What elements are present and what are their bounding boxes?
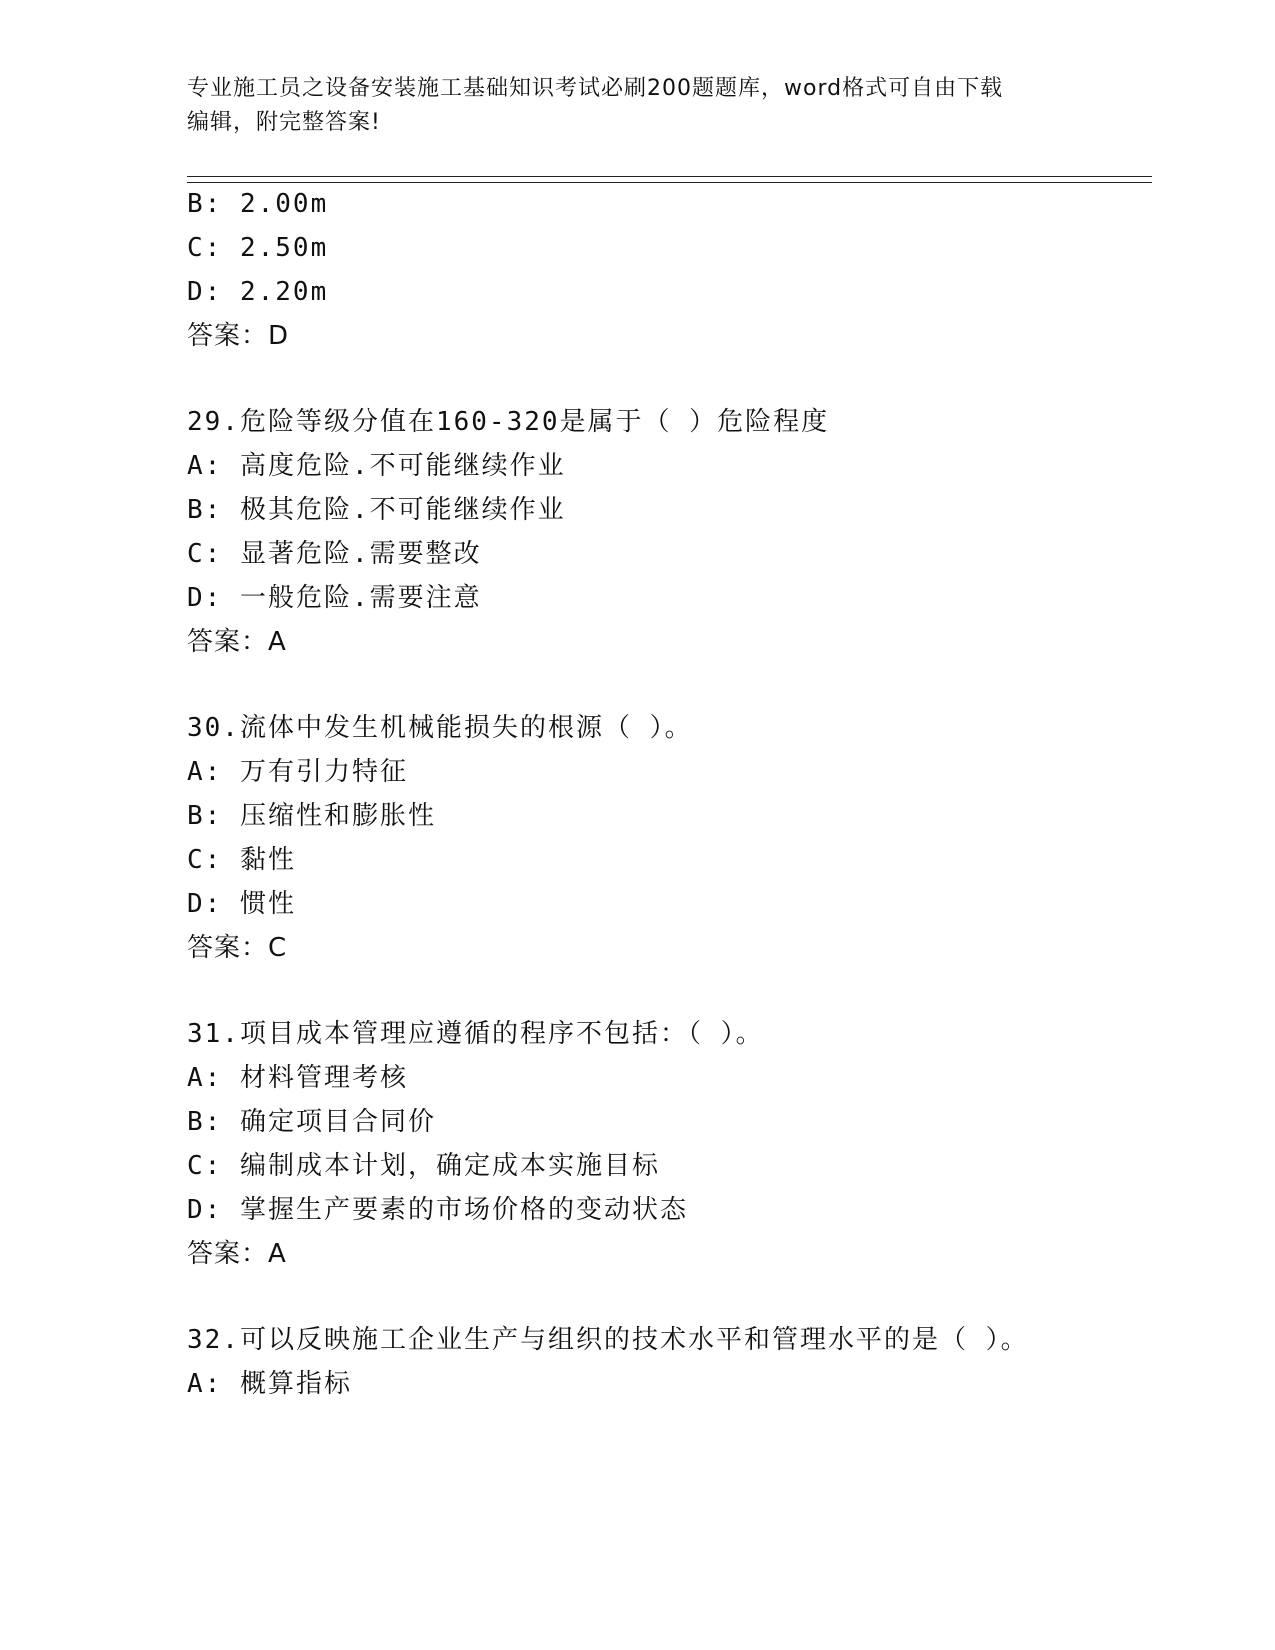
q29-option-a: A: 高度危险.不可能继续作业 [187, 451, 566, 481]
q30-option-d: D: 惯性 [187, 889, 296, 919]
q28-option-d: D: 2.20m [187, 277, 329, 307]
q32-option-a: A: 概算指标 [187, 1369, 352, 1399]
q30-option-c: C: 黏性 [187, 845, 296, 875]
q30-answer: 答案：C [187, 933, 288, 963]
header-title-line-1: 专业施工员之设备安装施工基础知识考试必刷200题题库，word格式可自由下载 [187, 76, 1004, 101]
q31-option-c: C: 编制成本计划，确定成本实施目标 [187, 1151, 660, 1181]
q30-question: 30.流体中发生机械能损失的根源（ ）。 [187, 713, 693, 743]
q31-option-a: A: 材料管理考核 [187, 1063, 408, 1093]
q28-answer: 答案：D [187, 321, 290, 351]
q28-option-c: C: 2.50m [187, 233, 329, 263]
q28-option-b: B: 2.00m [187, 189, 329, 219]
q30-option-a: A: 万有引力特征 [187, 757, 408, 787]
header-title-line-2: 编辑，附完整答案! [187, 110, 381, 135]
q31-question: 31.项目成本管理应遵循的程序不包括：（ ）。 [187, 1019, 764, 1049]
document-header [187, 72, 1087, 140]
header-rule-bottom [187, 182, 1152, 183]
q31-option-b: B: 确定项目合同价 [187, 1107, 436, 1137]
header-rule-top [187, 176, 1152, 177]
q29-option-c: C: 显著危险.需要整改 [187, 539, 482, 569]
q29-option-d: D: 一般危险.需要注意 [187, 583, 482, 613]
q32-question: 32.可以反映施工企业生产与组织的技术水平和管理水平的是（ ）。 [187, 1325, 1029, 1355]
q29-option-b: B: 极其危险.不可能继续作业 [187, 495, 566, 525]
q31-answer: 答案：A [187, 1239, 287, 1269]
q29-answer: 答案：A [187, 627, 287, 657]
q29-question: 29.危险等级分值在160-320是属于（ ）危险程度 [187, 407, 830, 437]
q31-option-d: D: 掌握生产要素的市场价格的变动状态 [187, 1195, 688, 1225]
q30-option-b: B: 压缩性和膨胀性 [187, 801, 436, 831]
